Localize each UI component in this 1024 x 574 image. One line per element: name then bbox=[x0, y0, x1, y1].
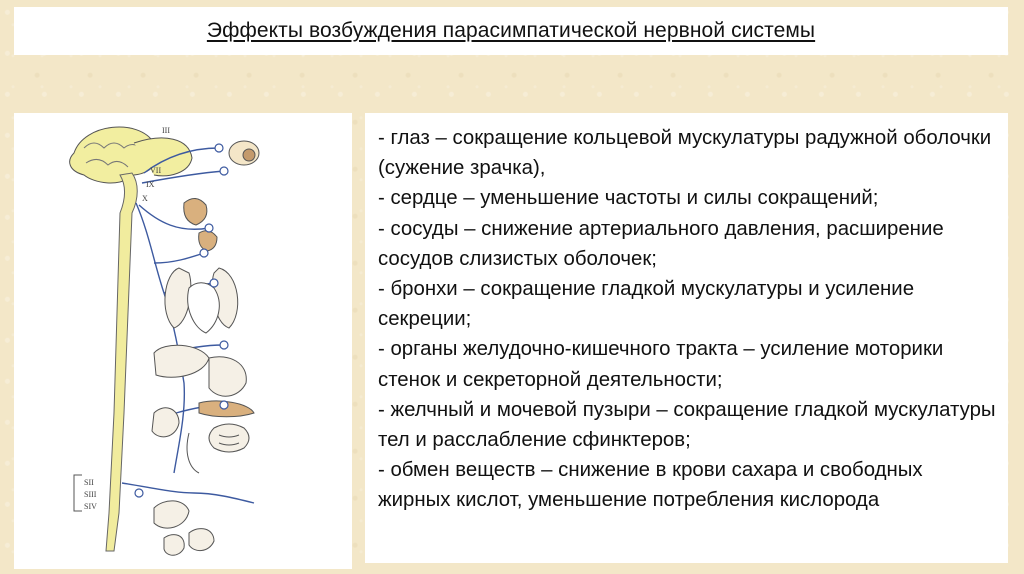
effects-panel bbox=[365, 113, 1008, 563]
effect-heart: - сердце – уменьшение частоты и силы сокращений; bbox=[378, 187, 879, 210]
parasympathetic-diagram bbox=[14, 113, 352, 569]
effect-metabolism: - обмен веществ – снижение в крови сахара и свободных жирных кислот, уменьшение потребления кислорода bbox=[378, 459, 923, 512]
pelvic-organs bbox=[154, 501, 214, 555]
effect-gi-tract: - органы желудочно-кишечного тракта – усиление моторики стенок и секреторной деятельности; bbox=[378, 338, 944, 391]
sacral-bracket bbox=[74, 475, 82, 511]
effect-eye: - глаз – сокращение кольцевой мускулатуры радужной оболочки (сужение зрачка), bbox=[378, 127, 992, 180]
effect-bronchi: - бронхи – сокращение гладкой мускулатуры и усиление секреции; bbox=[378, 278, 915, 331]
slide-title: Эффекты возбуждения парасимпатической нервной системы bbox=[206, 19, 816, 42]
nervous-system-illustration bbox=[14, 113, 352, 569]
title-banner bbox=[14, 7, 1008, 55]
label-sacral-II: SII bbox=[84, 478, 94, 487]
label-sacral-IV: SIV bbox=[84, 502, 97, 511]
label-cn-IX: IX bbox=[146, 180, 155, 189]
abdominal-organs bbox=[152, 345, 254, 437]
spinal-cord bbox=[106, 173, 137, 551]
heart-lungs bbox=[165, 268, 238, 333]
effect-bladders: - желчный и мочевой пузыри – сокращение гладкой мускулатуры тел и расслабление сфинктеров; bbox=[378, 398, 996, 452]
label-sacral-III: SIII bbox=[84, 490, 97, 499]
label-cn-X: X bbox=[142, 194, 148, 203]
label-cn-III: III bbox=[162, 126, 170, 135]
effect-vessels: - сосуды – снижение артериального давления, расширение сосудов слизистых оболочек; bbox=[378, 217, 944, 270]
label-cn-VII: VII bbox=[150, 166, 162, 175]
effects-list bbox=[378, 123, 998, 516]
intestines bbox=[187, 424, 249, 473]
eye-organ bbox=[229, 141, 259, 165]
